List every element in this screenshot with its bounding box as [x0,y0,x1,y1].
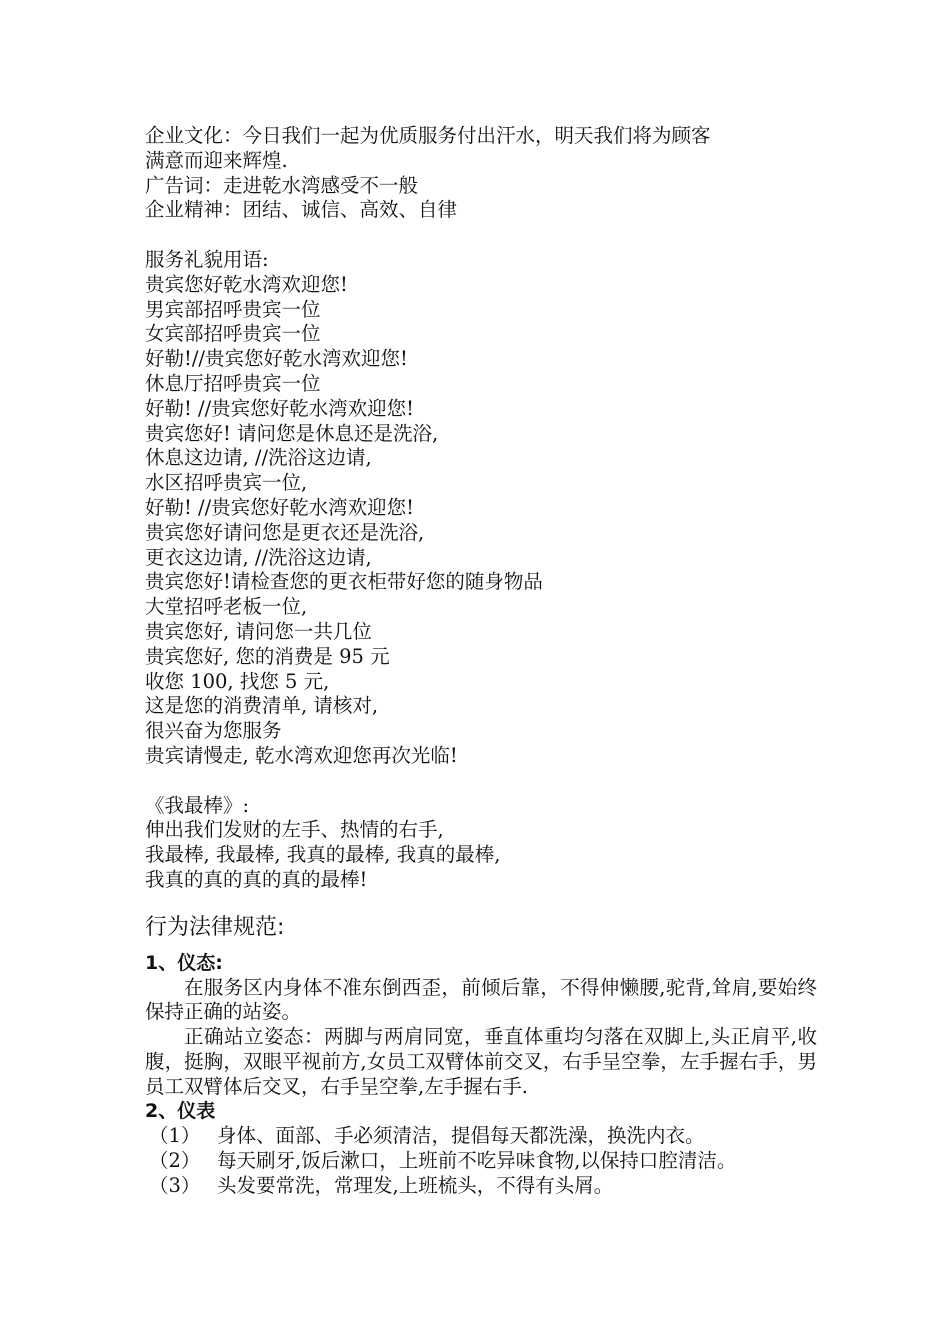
culture-line-1: 企业文化：今日我们一起为优质服务付出汗水，明天我们将为顾客 [145,124,711,147]
item-number: （3） [149,1173,201,1197]
courtesy-line: 贵宾您好, 请问您一共几位 [145,619,372,643]
song-line: 我真的真的真的真的最棒! [145,867,368,891]
song-line: 伸出我们发财的左手、热情的右手, [145,818,444,842]
courtesy-line: 很兴奋为您服务 [145,719,282,743]
norms-heading: 行为法律规范: [145,914,285,940]
courtesy-line: 收您 100, 找您 5 元, [145,669,330,693]
spacer [145,893,825,909]
section-appearance [145,1099,825,1198]
document-page [145,124,825,1199]
spirit-line: 企业精神：团结、诚信、高效、自律 [145,198,458,222]
culture-line-2: 满意而迎来辉煌. [145,148,288,172]
section1-paragraph: 在服务区内身体不准东倒西歪，前倾后靠，不得伸懒腰,驼背,耸肩,要始终保持正确的站姿。 [145,975,817,1024]
spacer [145,223,825,248]
song-title: 《我最棒》: [145,793,250,817]
courtesy-line: 好勒! //贵宾您好乾水湾欢迎您! [145,495,415,519]
section1-title: 1、仪态: [145,951,223,974]
item-text: 头发要常洗，常理发,上班梳头，不得有头屑。 [217,1173,614,1197]
slogan-line: 广告词：走进乾水湾感受不一般 [145,173,419,197]
item-number: （2） [149,1149,201,1173]
spacer [145,769,825,794]
courtesy-line: 好勒!//贵宾您好乾水湾欢迎您! [145,347,408,371]
courtesy-line: 女宾部招呼贵宾一位 [145,322,321,346]
courtesy-line: 男宾部招呼贵宾一位 [145,297,321,321]
section2-title: 2、仪表 [145,1100,216,1123]
courtesy-line: 贵宾您好! 请问您是休息还是洗浴, [145,421,439,445]
courtesy-line: 这是您的消费清单, 请核对, [145,694,379,718]
courtesy-line: 贵宾您好!请检查您的更衣柜带好您的随身物品 [145,570,543,594]
intro-block [145,124,825,223]
courtesy-line: 贵宾请慢走, 乾水湾欢迎您再次光临! [145,743,458,767]
item-number: （1） [149,1124,201,1148]
courtesy-line: 贵宾您好, 您的消费是 95 元 [145,644,390,668]
courtesy-block [145,248,825,769]
song-line: 我最棒, 我最棒, 我真的最棒, 我真的最棒, [145,843,501,867]
courtesy-line: 休息厅招呼贵宾一位 [145,371,321,395]
section-demeanor [145,951,825,1100]
courtesy-line: 更衣这边请, //洗浴这边请, [145,545,372,569]
courtesy-title: 服务礼貌用语: [145,247,269,271]
list-item [145,1149,825,1174]
courtesy-line: 水区招呼贵宾一位, [145,471,308,495]
item-text: 身体、面部、手必须清洁，提倡每天都洗澡，换洗内衣。 [217,1124,705,1148]
list-item [145,1174,825,1199]
section1-paragraph: 正确站立姿态：两脚与两肩同宽，垂直体重均匀落在双脚上,头正肩平,收腹，挺胸，双眼平视前方,女员工双臂体前交叉，右手呈空拳，左手握右手，男员工双臂体后交叉，右手呈空拳,左手握右手. [145,1025,817,1098]
courtesy-line: 休息这边请, //洗浴这边请, [145,446,372,470]
item-text: 每天刷牙,饭后漱口，上班前不吃异味食物,以保持口腔清洁。 [217,1149,737,1173]
courtesy-line: 贵宾您好请问您是更衣还是洗浴, [145,520,425,544]
courtesy-line: 贵宾您好乾水湾欢迎您! [145,272,348,296]
courtesy-line: 好勒! //贵宾您好乾水湾欢迎您! [145,396,415,420]
list-item [145,1124,825,1149]
song-block [145,794,825,893]
courtesy-line: 大堂招呼老板一位, [145,595,308,619]
